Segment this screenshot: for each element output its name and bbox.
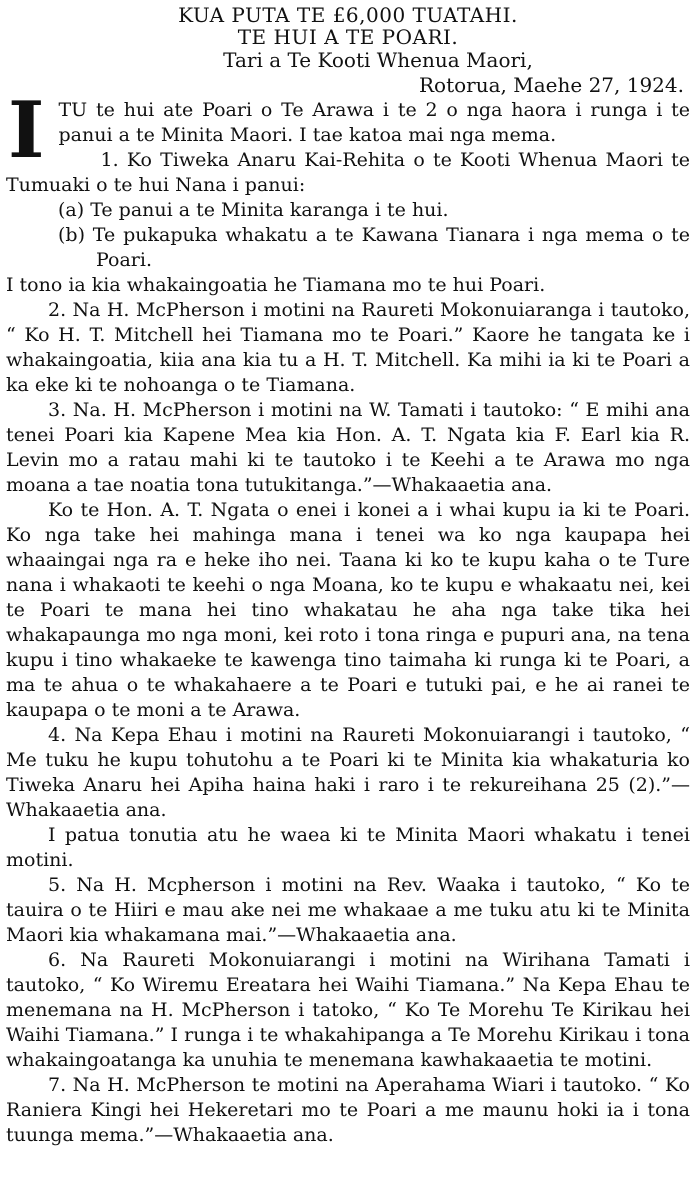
- item-4-paragraph: 4. Na Kepa Ehau i motini na Raureti Mokonuiarangi i tautoko, “ Me tuku he kupu tohutohu a te Poari ki te Minita kia whakaturia ko Tiweka Anaru hei Apiha haina haki i raro i te rekureihana 25 (2).”—Whakaaetia ana.: [6, 724, 690, 821]
- item-7-paragraph: 7. Na H. McPherson te motini na Aperahama Wiari i tautoko. “ Ko Raniera Kingi hei Hekeretari mo te Poari a me maunu hoki ia i tona tuunga mema.”—Whakaaetia ana.: [6, 1074, 690, 1146]
- intro-text: TU te hui ate Poari o Te Arawa i te 2 o nga haora i runga i te panui a te Minita Maori. I tae katoa mai nga mema.: [58, 99, 690, 146]
- drop-cap: I: [8, 85, 45, 176]
- item-1-paragraph: 1. Ko Tiweka Anaru Kai-Rehita o te Kooti Whenua Maori te Tumuaki o te hui Nana i panui:: [6, 149, 690, 196]
- item-3-paragraph: 3. Na. H. McPherson i motini na W. Tamati i tautoko: “ E mihi ana tenei Poari kia Kapene Mea kia Hon. A. T. Ngata kia F. Earl kia R. Levin mo a ratau mahi ki te tautoko i te Keehi a te Arawa mo nga moana a tae noatia tona tutukitanga.”—Whakaaetia ana.: [6, 399, 690, 496]
- dateline: Rotorua, Maehe 27, 1924.: [419, 73, 684, 97]
- item-5-paragraph: 5. Na H. Mcpherson i motini na Rev. Waaka i tautoko, “ Ko te tauira o te Hiiri e mau ake nei me whakaae a me tuku atu ki te Minita Maori kia whakamana mai.”—Whakaaetia ana.: [6, 874, 690, 946]
- item-1a: (a) Te panui a te Minita karanga i te hui.: [58, 199, 449, 221]
- item-3-continuation: Ko te Hon. A. T. Ngata o enei i konei a i whai kupu ia ki te Poari. Ko nga take hei mahinga mana i tenei wa ko nga kaupapa hei whaaingai nga ra e heke iho nei. Taana ki ko te kupu kaha o te Ture nana i whakaoti te keehi o nga Moana, ko te kupu e whakaatu nei, kei te Poari te mana hei tino whakatau he aha nga take tika hei whakapaunga mo nga moni, kei roto i tona ringa e pupuri ana, na tena kupu i tino whakaeke te kawenga tino taimaha ki runga ki te Poari, a ma te ahua o te whakahaere a te Poari e tutuki pai, e he ai ranei te kaupapa o te moni a te Arawa.: [6, 499, 690, 721]
- item-1b: (b) Te pukapuka whakatu a te Kawana Tianara i nga mema o te Poari.: [58, 224, 690, 271]
- headline-line-2: TE HUI A TE POARI.: [237, 25, 459, 49]
- item-6-paragraph: 6. Na Raureti Mokonuiarangi i motini na Wirihana Tamati i tautoko, “ Ko Wiremu Ereatara hei Waihi Tiamana.” Na Kepa Ehau te menemana na H. McPherson i tatoko, “ Ko Te Morehu Te Kirikau hei Waihi Tiamana.” I runga i te whakahipanga a Te Morehu Kirikau i tona whakaingoatanga ka unuhia te menemana kawhakaaetia te motini.: [6, 949, 690, 1071]
- item-2-paragraph: 2. Na H. McPherson i motini na Raureti Mokonuiaranga i tautoko, “ Ko H. T. Mitchell hei Tiamana mo te Poari.” Kaore he tangata ke i whakaingoatia, kiia ana kia tu a H. T. Mitchell. Ka mihi ia ki te Poari a ka eke ki te nohoanga o te Tiamana.: [6, 299, 690, 396]
- headline-line-1: KUA PUTA TE £6,000 TUATAHI.: [178, 3, 518, 27]
- location-line: Tari a Te Kooti Whenua Maori,: [223, 48, 533, 72]
- item-1-closing: I tono ia kia whakaingoatia he Tiamana mo te hui Poari.: [6, 274, 546, 296]
- item-4-continuation: I patua tonutia atu he waea ki te Minita Maori whakatu i tenei motini.: [6, 824, 690, 871]
